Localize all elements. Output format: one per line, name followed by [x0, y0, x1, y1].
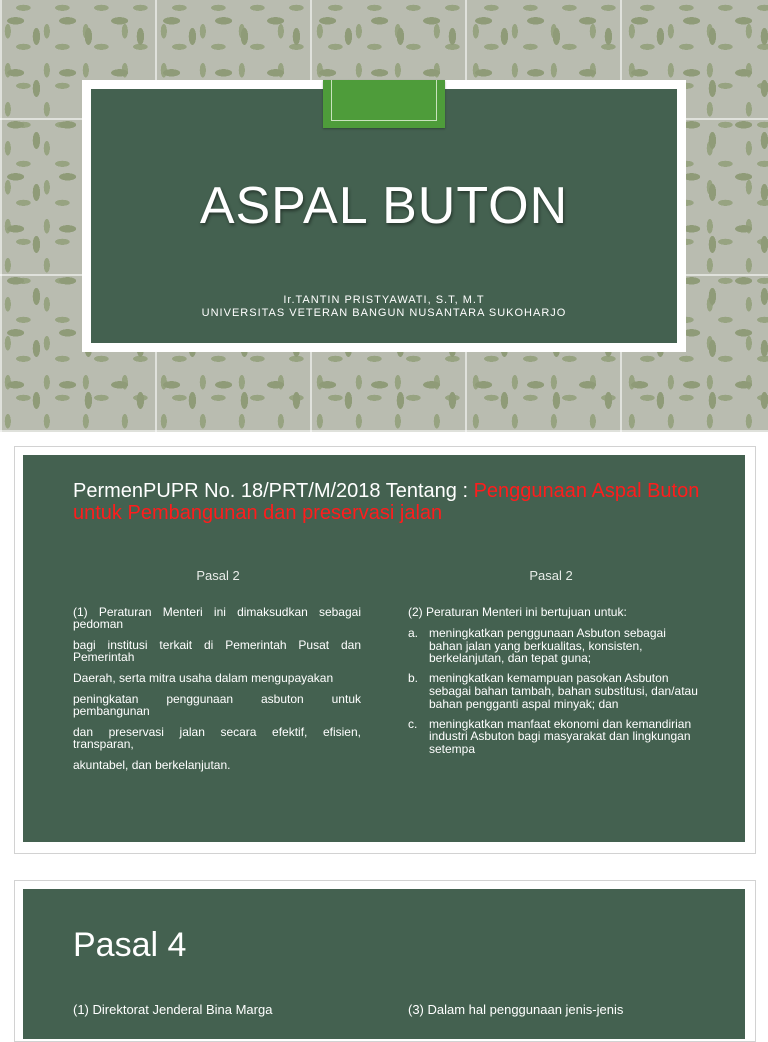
- right-intro: (2) Peraturan Menteri ini bertujuan untuk:: [408, 605, 627, 619]
- left-column-title: Pasal 2: [196, 568, 240, 583]
- slide-3-left-text: (1) Direktorat Jenderal Bina Marga: [73, 1002, 273, 1017]
- left-paragraph: akuntabel, dan berkelanjutan.: [73, 758, 231, 772]
- slide-3-right-text: (3) Dalam hal penggunaan jenis-jenis: [408, 1002, 624, 1017]
- list-item-text: meningkatkan kemampuan pasokan Asbuton sebagai bahan tambah, bahan substitusi, dan/atau bahan pengganti aspal minyak; dan: [429, 671, 698, 711]
- regulation-heading: [73, 480, 703, 524]
- left-paragraph: peningkatan penggunaan asbuton untuk pembangunan: [73, 692, 361, 718]
- green-tab-decoration: [323, 80, 445, 128]
- list-item-text: meningkatkan manfaat ekonomi dan kemandirian industri Asbuton bagi masyarakat dan lingkungan setempa: [429, 716, 692, 757]
- regulation-number: PermenPUPR No. 18/PRT/M/2018 Tentang :: [73, 480, 474, 502]
- main-title: ASPAL BUTON: [199, 177, 569, 235]
- list-item: [408, 627, 698, 665]
- slide-3-title: Pasal 4: [73, 926, 187, 964]
- list-marker: a.: [408, 625, 419, 640]
- regulation-topic: Penggunaan Aspal Buton untuk Pembangunan dan preservasi jalan: [73, 480, 700, 524]
- left-paragraph: bagi institusi terkait di Pemerintah Pusat dan Pemerintah: [73, 638, 361, 664]
- objectives-list: [408, 627, 698, 756]
- list-marker: c.: [408, 716, 418, 731]
- left-column-body: [73, 606, 361, 780]
- left-paragraph: Daerah, serta mitra usaha dalam mengupayakan: [73, 671, 334, 685]
- left-paragraph: dan preservasi jalan secara efektif, efisien, transparan,: [73, 725, 361, 751]
- right-column-title: Pasal 2: [529, 568, 573, 583]
- list-item-text: meningkatkan penggunaan Asbuton sebagai bahan jalan yang berkualitas, konsisten, berkelanjutan, dan tepat guna;: [429, 625, 666, 666]
- list-item: [408, 718, 698, 756]
- list-marker: b.: [408, 671, 419, 686]
- left-paragraph: (1) Peraturan Menteri ini dimaksudkan sebagai pedoman: [73, 605, 361, 631]
- list-item: [408, 672, 698, 710]
- author-name: Ir.TANTIN PRISTYAWATI, S.T, M.T: [283, 294, 485, 306]
- institution-name: UNIVERSITAS VETERAN BANGUN NUSANTARA SUKOHARJO: [201, 307, 567, 319]
- right-column-body: [408, 606, 698, 763]
- green-tab-inner-border: [331, 80, 437, 121]
